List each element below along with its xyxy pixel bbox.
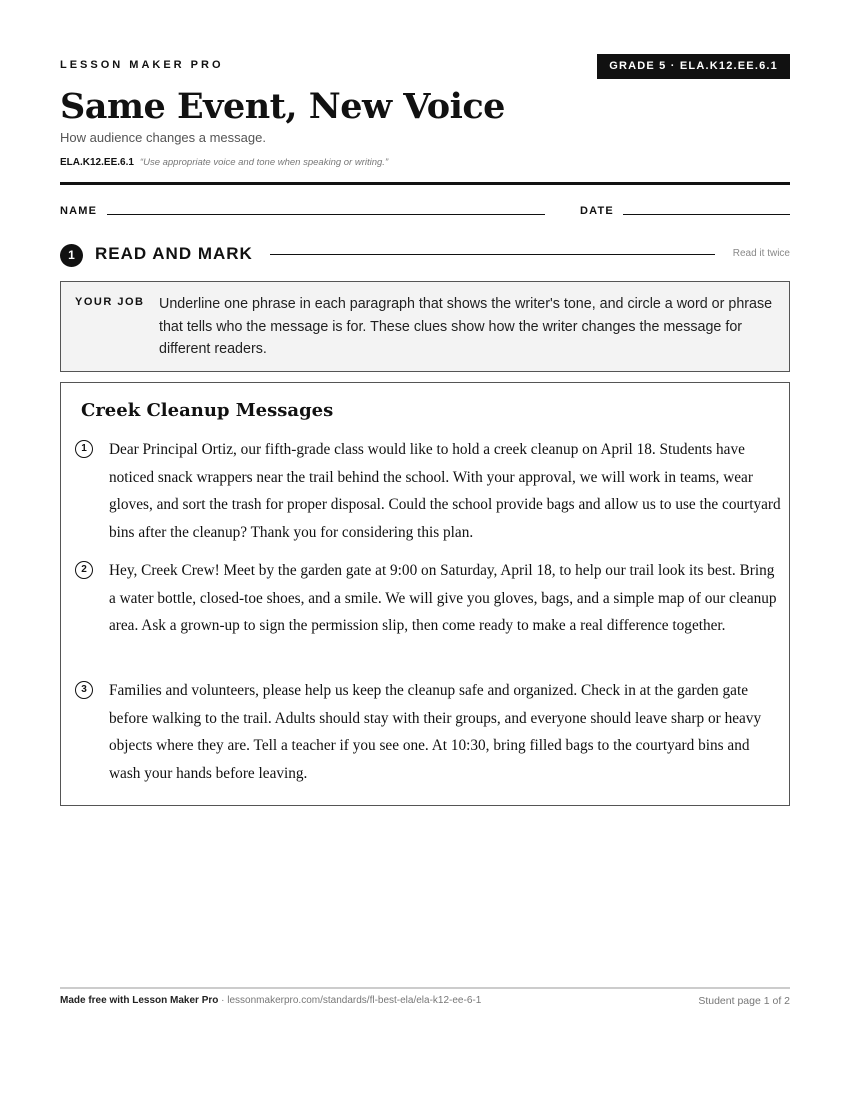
footer-credit	[60, 995, 481, 1006]
section-title: READ AND MARK	[95, 244, 253, 263]
paragraph-text: Dear Principal Ortiz, our fifth-grade class would like to hold a creek cleanup on April 18. Students have noticed snack wrappers near the trail behind the school. With your approval, we will work in teams, wear gloves, and sort the trash for proper disposal. Could the school provide bags and allow us to use the courtyard bins after the cleanup? Thank you for considering this plan.	[109, 441, 781, 541]
standard-line	[60, 157, 388, 168]
section-number-badge: 1	[60, 244, 83, 267]
footer-made-with: Made free with Lesson Maker Pro	[60, 995, 219, 1006]
worksheet-page	[60, 0, 790, 1100]
footer-divider	[60, 987, 790, 989]
instructions-box	[60, 281, 790, 372]
standard-quote: “Use appropriate voice and tone when speaking or writing.”	[139, 157, 389, 168]
page-subtitle: How audience changes a message.	[60, 130, 266, 145]
date-label: DATE	[580, 205, 614, 217]
paragraph-number: 3	[75, 681, 93, 699]
passage-title: Creek Cleanup Messages	[81, 400, 334, 421]
paragraph-number: 1	[75, 440, 93, 458]
brand-name: LESSON MAKER PRO	[60, 59, 224, 71]
footer-url[interactable]: · lessonmakerpro.com/standards/fl-best-ela/ela-k12-ee-6-1	[218, 995, 482, 1006]
passage-box	[60, 382, 790, 806]
section-header-read-and-mark	[60, 243, 790, 267]
page-title: Same Event, New Voice	[60, 86, 505, 127]
section-rule	[270, 254, 715, 255]
date-line[interactable]	[623, 214, 790, 215]
name-line[interactable]	[107, 214, 545, 215]
paragraph-text: Families and volunteers, please help us keep the cleanup safe and organized. Check in at the garden gate before walking to the trail. Adults should stay with their groups, and everyone should leave sharp or heavy objects where they are. Tell a teacher if you see one. At 10:30, bring filled bags to the courtyard bins and wash your hands before leaving.	[109, 682, 762, 782]
instructions-label: YOUR JOB	[75, 296, 145, 308]
footer-page-number: Student page 1 of 2	[698, 995, 790, 1007]
section-note: Read it twice	[732, 248, 790, 259]
standard-code: ELA.K12.EE.6.1	[60, 157, 134, 168]
name-label: NAME	[60, 205, 98, 217]
grade-standard-badge: GRADE 5 · ELA.K12.EE.6.1	[597, 54, 790, 79]
instructions-text: Underline one phrase in each paragraph that shows the writer's tone, and circle a word or phrase that tells who the message is for. These clues show how the writer changes the message for different readers.	[159, 296, 773, 357]
paragraph-number: 2	[75, 561, 93, 579]
paragraph-text: Hey, Creek Crew! Meet by the garden gate at 9:00 on Saturday, April 18, to help our trail look its best. Bring a water bottle, closed-toe shoes, and a smile. We will give you gloves, bags, and a simple map of our cleanup area. Ask a grown-up to sign the permission slip, then come ready to make a real difference together.	[109, 562, 777, 634]
header-divider	[60, 182, 790, 185]
